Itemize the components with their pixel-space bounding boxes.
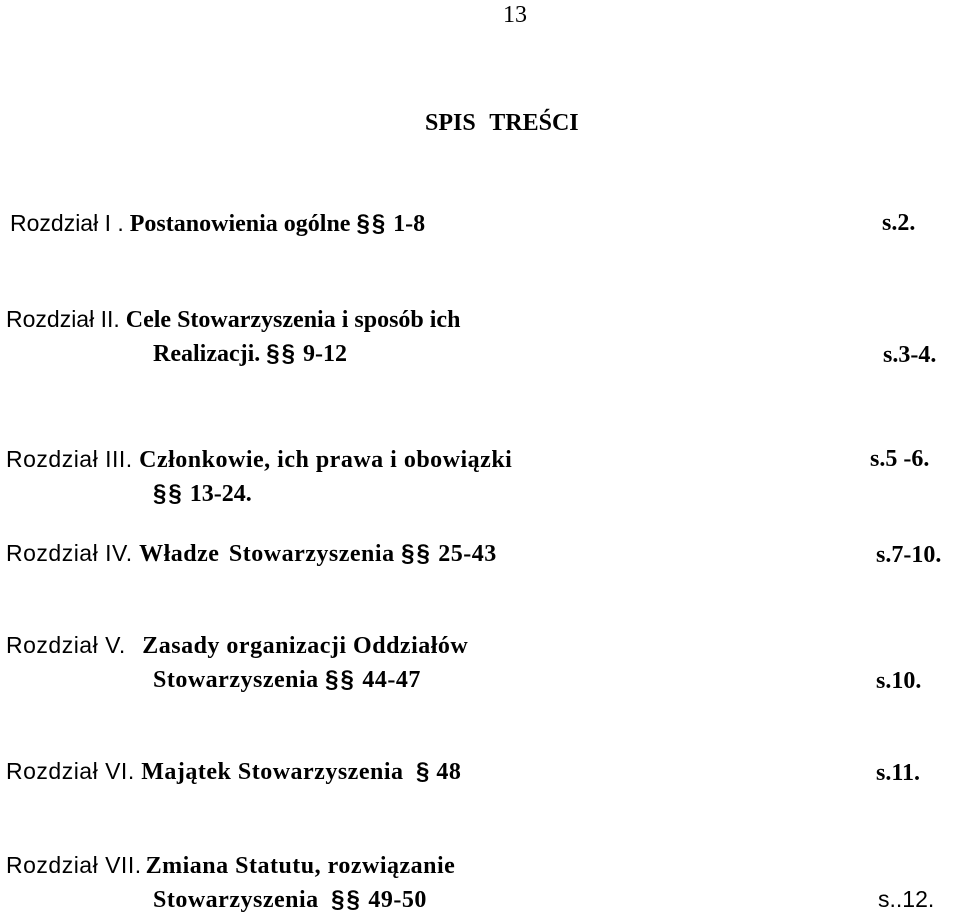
section-range: 44-47 [362,667,421,693]
chapter-pages: s.10. [876,668,922,694]
section-range: 9-12 [303,341,348,367]
chapter-label: Rozdział V. [6,632,126,658]
chapter-label: Rozdział II. [6,306,120,332]
chapter-title: Członkowie, ich prawa i obowiązki [139,447,513,473]
paragraph-sign: § [371,210,388,237]
paragraph-sign: § [416,540,432,567]
chapter-title-continued: Stowarzyszenia [153,667,319,693]
chapter-title: Władze Stowarzyszenia [139,541,395,567]
chapter-title: Cele Stowarzyszenia i sposób ich [125,307,461,333]
paragraph-sign: § [416,758,430,785]
chapter-title-continued: Stowarzyszenia [153,887,319,913]
chapter-label: Rozdział I . [10,210,124,236]
toc-entry-chapter-2 [6,306,460,334]
toc-entry-chapter-7 [6,852,455,880]
page-number: 13 [503,2,527,28]
paragraph-sign: § [356,210,372,237]
section-range: 25-43 [438,541,497,567]
chapter-label: Rozdział III. [6,446,133,472]
paragraph-sign: § [340,666,356,693]
section-range: 1-8 [393,211,426,237]
chapter-pages: s.3-4. [883,342,937,368]
chapter-title: Zasady organizacji Oddziałów [142,633,469,659]
chapter-title-continued: Realizacji. [153,341,261,367]
chapter-title: Zmiana Statutu, rozwiązanie [145,853,456,879]
toc-entry-chapter-6 [6,758,461,786]
page-title: SPIS TREŚCI [425,110,579,136]
chapter-label: Rozdział VI. [6,758,135,784]
paragraph-sign: § [153,480,169,507]
chapter-pages: s.2. [882,210,916,236]
section-range: 49-50 [368,887,427,913]
chapter-pages: s.7-10. [876,542,942,568]
chapter-label: Rozdział IV. [6,540,133,566]
toc-entry-chapter-2-continued [153,340,347,368]
toc-entry-chapter-7-continued [153,886,427,914]
chapter-label: Rozdział VII. [6,852,142,878]
paragraph-sign: § [168,480,184,507]
toc-entry-chapter-4 [6,540,497,568]
chapter-pages: s.5 -6. [870,446,930,472]
section-range: 48 [436,759,462,785]
toc-entry-chapter-5 [6,632,468,660]
chapter-pages: s.11. [876,760,921,786]
paragraph-sign: § [346,886,362,913]
toc-entry-chapter-3 [6,446,512,474]
toc-entry-chapter-5-continued [153,666,421,694]
paragraph-sign: § [325,666,341,693]
chapter-title: Majątek Stowarzyszenia [141,759,404,785]
chapter-pages: s..12. [878,886,935,912]
paragraph-sign: § [281,340,298,367]
section-range: 13-24. [189,481,252,507]
toc-entry-chapter-1 [10,210,425,238]
paragraph-sign: § [401,540,417,567]
paragraph-sign: § [331,886,347,913]
paragraph-sign: § [266,340,282,367]
chapter-title: Postanowienia ogólne [129,211,351,237]
toc-entry-chapter-3-continued [153,480,252,508]
